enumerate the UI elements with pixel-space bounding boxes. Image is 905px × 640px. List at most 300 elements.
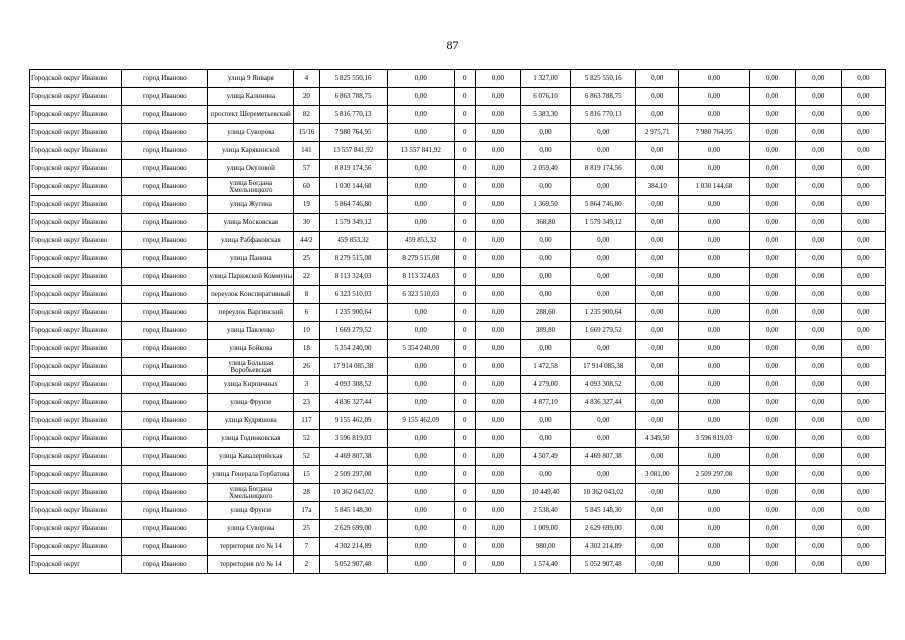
- cell-col-12: 0,00: [679, 250, 749, 268]
- cell-col-11: 0,00: [636, 412, 679, 430]
- cell-col-6: 0,00: [387, 538, 454, 556]
- cell-col-14: 0,00: [795, 124, 841, 142]
- cell-col-15: 0,00: [841, 448, 885, 466]
- cell-col-13: 0,00: [749, 340, 795, 358]
- cell-total-cost: 1 579 349,12: [319, 214, 387, 232]
- cell-settlement: город Иваново: [122, 430, 208, 448]
- cell-street: улица Карякинской: [208, 142, 294, 160]
- cell-col-8: 0,00: [475, 538, 520, 556]
- cell-municipality: Городской округ Иваново: [30, 124, 122, 142]
- cell-col-7: 0: [454, 430, 475, 448]
- cell-col-10: 0,00: [571, 178, 636, 196]
- cell-col-12: 0,00: [679, 70, 749, 88]
- cell-col-14: 0,00: [795, 322, 841, 340]
- cell-col-11: 0,00: [636, 286, 679, 304]
- cell-col-7: 0: [454, 556, 475, 574]
- cell-settlement: город Иваново: [122, 196, 208, 214]
- cell-col-9: 1 472,58: [520, 358, 570, 376]
- cell-total-cost: 5 845 148,30: [319, 502, 387, 520]
- cell-col-10: 5 825 550,16: [571, 70, 636, 88]
- table-row: [30, 124, 886, 142]
- cell-col-10: 1 579 349,12: [571, 214, 636, 232]
- cell-col-8: 0,00: [475, 214, 520, 232]
- cell-total-cost: 4 302 214,89: [319, 538, 387, 556]
- cell-col-9: 1 327,00: [520, 70, 570, 88]
- cell-col-14: 0,00: [795, 268, 841, 286]
- table-row: [30, 484, 886, 502]
- cell-col-6: 0,00: [387, 70, 454, 88]
- cell-col-13: 0,00: [749, 394, 795, 412]
- cell-col-10: 5 864 746,80: [571, 196, 636, 214]
- cell-col-10: 4 302 214,89: [571, 538, 636, 556]
- cell-col-14: 0,00: [795, 538, 841, 556]
- cell-street: улица Московская: [208, 214, 294, 232]
- cell-street: улица Годинковская: [208, 430, 294, 448]
- cell-house-number: 57: [294, 160, 319, 178]
- cell-total-cost: 4 469 807,38: [319, 448, 387, 466]
- cell-street: улица Жугина: [208, 196, 294, 214]
- cell-col-8: 0,00: [475, 430, 520, 448]
- cell-col-6: 0,00: [387, 466, 454, 484]
- cell-col-15: 0,00: [841, 394, 885, 412]
- cell-street: улица Окуловой: [208, 160, 294, 178]
- cell-col-8: 0,00: [475, 88, 520, 106]
- cell-col-14: 0,00: [795, 412, 841, 430]
- cell-col-7: 0: [454, 520, 475, 538]
- cell-total-cost: 17 914 085,38: [319, 358, 387, 376]
- table-row: [30, 160, 886, 178]
- cell-settlement: город Иваново: [122, 466, 208, 484]
- cell-col-8: 0,00: [475, 358, 520, 376]
- cell-col-10: 17 914 085,38: [571, 358, 636, 376]
- cell-col-8: 0,00: [475, 160, 520, 178]
- cell-col-11: 0,00: [636, 160, 679, 178]
- cell-col-7: 0: [454, 538, 475, 556]
- cell-house-number: 44/2: [294, 232, 319, 250]
- cell-col-12: 0,00: [679, 322, 749, 340]
- cell-col-12: 0,00: [679, 160, 749, 178]
- cell-settlement: город Иваново: [122, 214, 208, 232]
- cell-col-11: 0,00: [636, 232, 679, 250]
- cell-municipality: Городской округ Иваново: [30, 142, 122, 160]
- cell-col-9: 10 449,40: [520, 484, 570, 502]
- cell-col-9: 1 574,40: [520, 556, 570, 574]
- cell-col-9: 6 076,10: [520, 88, 570, 106]
- cell-municipality: Городской округ Иваново: [30, 538, 122, 556]
- cell-municipality: Городской округ Иваново: [30, 430, 122, 448]
- cell-col-9: 288,60: [520, 304, 570, 322]
- cell-col-8: 0,00: [475, 412, 520, 430]
- cell-house-number: 25: [294, 250, 319, 268]
- cell-col-7: 0: [454, 376, 475, 394]
- cell-col-12: 0,00: [679, 376, 749, 394]
- cell-col-7: 0: [454, 484, 475, 502]
- cell-col-8: 0,00: [475, 142, 520, 160]
- cell-col-15: 0,00: [841, 484, 885, 502]
- cell-col-14: 0,00: [795, 340, 841, 358]
- cell-col-14: 0,00: [795, 304, 841, 322]
- cell-street: улица Суворова: [208, 124, 294, 142]
- cell-col-9: 5 383,30: [520, 106, 570, 124]
- cell-street: проспект Шереметьевский: [208, 106, 294, 124]
- cell-col-15: 0,00: [841, 376, 885, 394]
- cell-col-13: 0,00: [749, 70, 795, 88]
- cell-col-7: 0: [454, 340, 475, 358]
- cell-col-12: 0,00: [679, 142, 749, 160]
- cell-col-13: 0,00: [749, 124, 795, 142]
- cell-col-10: 5 845 148,30: [571, 502, 636, 520]
- cell-street: территория п/о № 14: [208, 538, 294, 556]
- cell-col-6: 0,00: [387, 178, 454, 196]
- cell-col-9: 0,00: [520, 142, 570, 160]
- cell-house-number: 6: [294, 304, 319, 322]
- cell-col-7: 0: [454, 466, 475, 484]
- cell-municipality: Городской округ Иваново: [30, 304, 122, 322]
- cell-municipality: Городской округ Иваново: [30, 214, 122, 232]
- cell-total-cost: 1 669 279,52: [319, 322, 387, 340]
- cell-col-6: 0,00: [387, 214, 454, 232]
- cell-col-14: 0,00: [795, 358, 841, 376]
- cell-col-11: 0,00: [636, 358, 679, 376]
- cell-col-9: 1 009,00: [520, 520, 570, 538]
- cell-street: улица Бойкова: [208, 340, 294, 358]
- cell-settlement: город Иваново: [122, 250, 208, 268]
- cell-total-cost: 3 596 819,03: [319, 430, 387, 448]
- cell-col-8: 0,00: [475, 304, 520, 322]
- table-row: [30, 394, 886, 412]
- cell-total-cost: 459 853,32: [319, 232, 387, 250]
- register-table: [29, 69, 886, 574]
- cell-col-9: 368,80: [520, 214, 570, 232]
- cell-col-12: 1 030 144,68: [679, 178, 749, 196]
- cell-col-15: 0,00: [841, 322, 885, 340]
- cell-col-11: 0,00: [636, 484, 679, 502]
- cell-col-15: 0,00: [841, 538, 885, 556]
- cell-col-6: 459 853,32: [387, 232, 454, 250]
- cell-col-7: 0: [454, 322, 475, 340]
- cell-settlement: город Иваново: [122, 340, 208, 358]
- cell-settlement: город Иваново: [122, 142, 208, 160]
- cell-col-9: 4 877,10: [520, 394, 570, 412]
- cell-settlement: город Иваново: [122, 286, 208, 304]
- cell-col-6: 0,00: [387, 124, 454, 142]
- cell-col-7: 0: [454, 106, 475, 124]
- cell-col-13: 0,00: [749, 358, 795, 376]
- cell-col-8: 0,00: [475, 502, 520, 520]
- cell-col-10: 0,00: [571, 142, 636, 160]
- cell-col-7: 0: [454, 88, 475, 106]
- cell-col-6: 5 354 240,00: [387, 340, 454, 358]
- cell-col-6: 0,00: [387, 304, 454, 322]
- cell-municipality: Городской округ Иваново: [30, 160, 122, 178]
- cell-col-8: 0,00: [475, 268, 520, 286]
- cell-col-13: 0,00: [749, 160, 795, 178]
- cell-col-6: 8 279 515,08: [387, 250, 454, 268]
- cell-street: улица Панина: [208, 250, 294, 268]
- cell-col-9: 0,00: [520, 250, 570, 268]
- cell-street: улица Кавалерийская: [208, 448, 294, 466]
- cell-col-8: 0,00: [475, 178, 520, 196]
- cell-house-number: 25: [294, 520, 319, 538]
- cell-col-8: 0,00: [475, 556, 520, 574]
- cell-col-15: 0,00: [841, 214, 885, 232]
- cell-col-13: 0,00: [749, 232, 795, 250]
- cell-col-15: 0,00: [841, 178, 885, 196]
- table-row: [30, 322, 886, 340]
- cell-col-11: 4 349,50: [636, 430, 679, 448]
- cell-col-12: 0,00: [679, 340, 749, 358]
- cell-col-14: 0,00: [795, 502, 841, 520]
- cell-col-15: 0,00: [841, 466, 885, 484]
- table-row: [30, 250, 886, 268]
- cell-total-cost: 6 863 788,75: [319, 88, 387, 106]
- cell-col-13: 0,00: [749, 556, 795, 574]
- cell-col-6: 0,00: [387, 520, 454, 538]
- cell-col-9: 4 507,49: [520, 448, 570, 466]
- cell-col-8: 0,00: [475, 232, 520, 250]
- cell-col-13: 0,00: [749, 502, 795, 520]
- cell-settlement: город Иваново: [122, 322, 208, 340]
- cell-col-13: 0,00: [749, 214, 795, 232]
- cell-col-10: 6 863 788,75: [571, 88, 636, 106]
- cell-col-10: 0,00: [571, 124, 636, 142]
- cell-col-11: 0,00: [636, 340, 679, 358]
- cell-col-9: 0,00: [520, 430, 570, 448]
- cell-house-number: 3: [294, 376, 319, 394]
- cell-col-14: 0,00: [795, 106, 841, 124]
- cell-col-6: 0,00: [387, 376, 454, 394]
- cell-col-6: 0,00: [387, 106, 454, 124]
- cell-col-10: 10 362 043,02: [571, 484, 636, 502]
- cell-col-11: 0,00: [636, 538, 679, 556]
- cell-col-6: 6 323 510,03: [387, 286, 454, 304]
- cell-col-9: 0,00: [520, 466, 570, 484]
- cell-house-number: 141: [294, 142, 319, 160]
- cell-col-13: 0,00: [749, 520, 795, 538]
- cell-settlement: город Иваново: [122, 484, 208, 502]
- cell-col-9: 4 279,00: [520, 376, 570, 394]
- cell-col-8: 0,00: [475, 70, 520, 88]
- cell-settlement: город Иваново: [122, 358, 208, 376]
- cell-col-6: 0,00: [387, 556, 454, 574]
- cell-col-11: 0,00: [636, 196, 679, 214]
- cell-col-9: 389,80: [520, 322, 570, 340]
- cell-municipality: Городской округ Иваново: [30, 106, 122, 124]
- cell-total-cost: 8 279 515,08: [319, 250, 387, 268]
- cell-house-number: 82: [294, 106, 319, 124]
- cell-settlement: город Иваново: [122, 412, 208, 430]
- cell-street: улица Кудряшова: [208, 412, 294, 430]
- cell-col-9: 0,00: [520, 124, 570, 142]
- cell-municipality: Городской округ Иваново: [30, 376, 122, 394]
- cell-house-number: 28: [294, 484, 319, 502]
- cell-col-8: 0,00: [475, 106, 520, 124]
- cell-col-10: 0,00: [571, 232, 636, 250]
- cell-municipality: Городской округ Иваново: [30, 70, 122, 88]
- cell-municipality: Городской округ Иваново: [30, 394, 122, 412]
- cell-col-15: 0,00: [841, 124, 885, 142]
- cell-col-15: 0,00: [841, 88, 885, 106]
- cell-col-12: 0,00: [679, 286, 749, 304]
- cell-col-7: 0: [454, 448, 475, 466]
- cell-total-cost: 10 362 043,02: [319, 484, 387, 502]
- cell-settlement: город Иваново: [122, 394, 208, 412]
- cell-col-11: 0,00: [636, 322, 679, 340]
- cell-total-cost: 5 354 240,00: [319, 340, 387, 358]
- cell-col-12: 3 596 819,03: [679, 430, 749, 448]
- cell-street: улица Богдана Хмельницкого: [208, 484, 294, 502]
- cell-col-11: 0,00: [636, 88, 679, 106]
- cell-col-15: 0,00: [841, 520, 885, 538]
- cell-col-14: 0,00: [795, 232, 841, 250]
- cell-street: улица Кирпичных: [208, 376, 294, 394]
- cell-settlement: город Иваново: [122, 232, 208, 250]
- cell-street: улица Калинина: [208, 88, 294, 106]
- cell-col-8: 0,00: [475, 466, 520, 484]
- cell-settlement: город Иваново: [122, 70, 208, 88]
- cell-house-number: 10: [294, 322, 319, 340]
- cell-col-7: 0: [454, 358, 475, 376]
- cell-col-12: 0,00: [679, 448, 749, 466]
- cell-col-6: 0,00: [387, 160, 454, 178]
- cell-col-10: 0,00: [571, 430, 636, 448]
- cell-col-13: 0,00: [749, 88, 795, 106]
- cell-col-8: 0,00: [475, 448, 520, 466]
- cell-col-13: 0,00: [749, 268, 795, 286]
- cell-col-10: 5 816 770,13: [571, 106, 636, 124]
- cell-col-14: 0,00: [795, 214, 841, 232]
- cell-col-7: 0: [454, 268, 475, 286]
- cell-col-15: 0,00: [841, 160, 885, 178]
- cell-municipality: Городской округ Иваново: [30, 232, 122, 250]
- cell-total-cost: 5 816 770,13: [319, 106, 387, 124]
- cell-total-cost: 13 557 841,92: [319, 142, 387, 160]
- cell-col-11: 0,00: [636, 502, 679, 520]
- cell-settlement: город Иваново: [122, 520, 208, 538]
- cell-house-number: 15/16: [294, 124, 319, 142]
- cell-col-15: 0,00: [841, 142, 885, 160]
- table-row: [30, 430, 886, 448]
- cell-col-10: 1 669 279,52: [571, 322, 636, 340]
- cell-col-7: 0: [454, 304, 475, 322]
- cell-col-14: 0,00: [795, 448, 841, 466]
- cell-col-6: 0,00: [387, 484, 454, 502]
- cell-total-cost: 8 113 324,03: [319, 268, 387, 286]
- cell-municipality: Городской округ Иваново: [30, 322, 122, 340]
- cell-street: территория п/о № 14: [208, 556, 294, 574]
- cell-col-8: 0,00: [475, 394, 520, 412]
- cell-col-15: 0,00: [841, 250, 885, 268]
- cell-col-11: 0,00: [636, 304, 679, 322]
- cell-col-14: 0,00: [795, 70, 841, 88]
- table-row: [30, 304, 886, 322]
- cell-col-8: 0,00: [475, 520, 520, 538]
- cell-col-12: 0,00: [679, 106, 749, 124]
- table-row: [30, 142, 886, 160]
- table-row: [30, 268, 886, 286]
- cell-col-12: 0,00: [679, 502, 749, 520]
- cell-col-15: 0,00: [841, 358, 885, 376]
- table-row: [30, 502, 886, 520]
- cell-total-cost: 4 093 308,52: [319, 376, 387, 394]
- cell-col-10: 0,00: [571, 412, 636, 430]
- cell-municipality: Городской округ Иваново: [30, 466, 122, 484]
- table-body: [30, 70, 886, 574]
- cell-col-11: 0,00: [636, 142, 679, 160]
- cell-col-7: 0: [454, 196, 475, 214]
- cell-col-6: 0,00: [387, 196, 454, 214]
- cell-col-9: 1 369,50: [520, 196, 570, 214]
- cell-settlement: город Иваново: [122, 448, 208, 466]
- cell-col-13: 0,00: [749, 484, 795, 502]
- cell-col-14: 0,00: [795, 484, 841, 502]
- cell-col-6: 0,00: [387, 394, 454, 412]
- cell-col-11: 0,00: [636, 250, 679, 268]
- cell-col-13: 0,00: [749, 430, 795, 448]
- cell-col-6: 0,00: [387, 358, 454, 376]
- table-row: [30, 232, 886, 250]
- table-row: [30, 358, 886, 376]
- cell-col-10: 8 819 174,56: [571, 160, 636, 178]
- cell-col-15: 0,00: [841, 70, 885, 88]
- cell-col-10: 1 235 900,64: [571, 304, 636, 322]
- cell-house-number: 23: [294, 394, 319, 412]
- cell-house-number: 4: [294, 70, 319, 88]
- cell-col-11: 0,00: [636, 70, 679, 88]
- cell-col-15: 0,00: [841, 196, 885, 214]
- cell-total-cost: 8 819 174,56: [319, 160, 387, 178]
- cell-house-number: 20: [294, 88, 319, 106]
- cell-col-12: 0,00: [679, 88, 749, 106]
- cell-col-8: 0,00: [475, 376, 520, 394]
- cell-municipality: Городской округ Иваново: [30, 520, 122, 538]
- cell-col-6: 9 155 462,09: [387, 412, 454, 430]
- cell-col-13: 0,00: [749, 106, 795, 124]
- cell-col-11: 0,00: [636, 214, 679, 232]
- cell-col-7: 0: [454, 412, 475, 430]
- cell-col-15: 0,00: [841, 340, 885, 358]
- cell-col-15: 0,00: [841, 106, 885, 124]
- cell-col-11: 2 975,71: [636, 124, 679, 142]
- cell-col-14: 0,00: [795, 466, 841, 484]
- cell-municipality: Городской округ Иваново: [30, 358, 122, 376]
- cell-total-cost: 2 509 297,08: [319, 466, 387, 484]
- cell-street: улица 9 Января: [208, 70, 294, 88]
- cell-house-number: 8: [294, 286, 319, 304]
- cell-col-9: 2 538,40: [520, 502, 570, 520]
- cell-municipality: Городской округ Иваново: [30, 412, 122, 430]
- table-row: [30, 448, 886, 466]
- cell-col-11: 0,00: [636, 448, 679, 466]
- cell-municipality: Городской округ Иваново: [30, 250, 122, 268]
- cell-house-number: 19: [294, 196, 319, 214]
- cell-street: улица Фрунзе: [208, 394, 294, 412]
- cell-municipality: Городской округ Иваново: [30, 340, 122, 358]
- cell-total-cost: 1 030 144,68: [319, 178, 387, 196]
- cell-col-11: 0,00: [636, 376, 679, 394]
- cell-col-13: 0,00: [749, 538, 795, 556]
- cell-house-number: 60: [294, 178, 319, 196]
- cell-col-8: 0,00: [475, 196, 520, 214]
- cell-house-number: 52: [294, 430, 319, 448]
- cell-house-number: 22: [294, 268, 319, 286]
- cell-municipality: Городской округ Иваново: [30, 196, 122, 214]
- cell-col-11: 384,10: [636, 178, 679, 196]
- cell-col-7: 0: [454, 250, 475, 268]
- cell-house-number: 26: [294, 358, 319, 376]
- cell-settlement: город Иваново: [122, 376, 208, 394]
- cell-col-8: 0,00: [475, 322, 520, 340]
